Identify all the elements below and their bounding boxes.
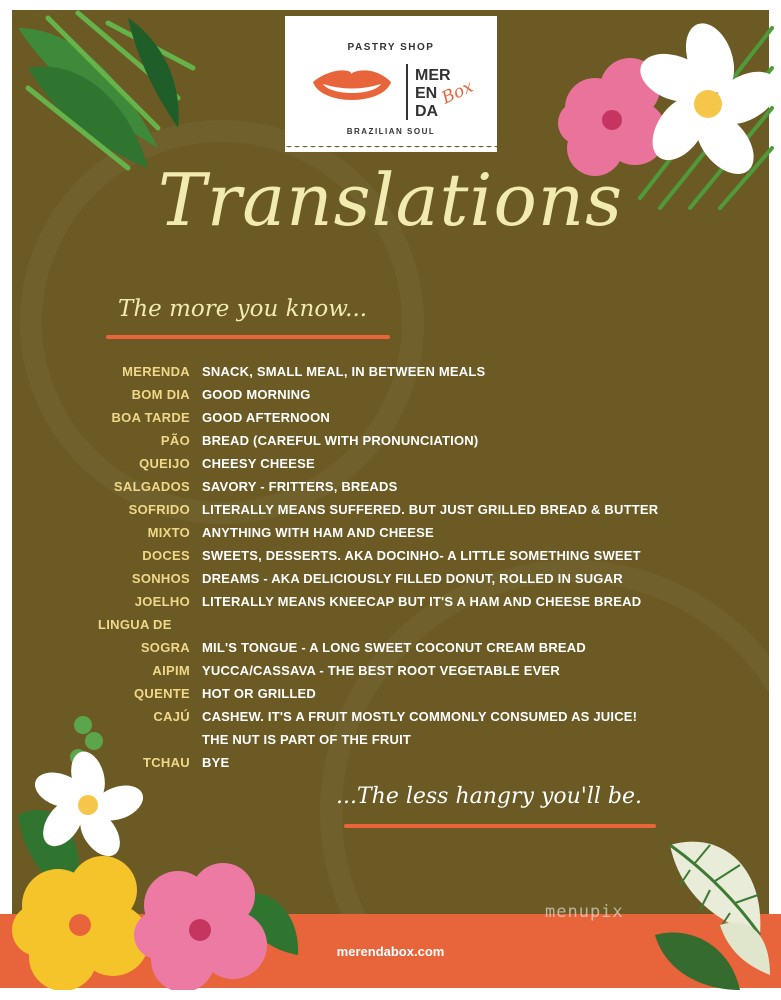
glossary-row <box>0 479 781 501</box>
logo-brand-line3: DA <box>415 103 439 120</box>
watermark: menupix <box>545 902 624 922</box>
glossary-term: TCHAU <box>143 755 190 770</box>
glossary-term: QUEIJO <box>139 456 190 471</box>
glossary-term: BOM DIA <box>131 387 190 402</box>
glossary-term: JOELHO <box>134 594 190 609</box>
glossary-term: CAJÚ <box>153 709 190 724</box>
glossary-term: DOCES <box>142 548 190 563</box>
glossary-definition: SWEETS, DESSERTS. AKA DOCINHO- A LITTLE SOMETHING SWEET <box>202 548 641 563</box>
hibiscus-plumeria-flowers-icon <box>8 705 308 990</box>
page-title: Translations <box>157 158 624 242</box>
logo-brand-line2: EN <box>415 85 438 102</box>
glossary-row <box>0 594 781 616</box>
logo-brand-line1: MER <box>415 67 451 84</box>
glossary-term: LINGUA DE <box>98 617 172 632</box>
glossary-definition: DREAMS - AKA DELICIOUSLY FILLED DONUT, ROLLED IN SUGAR <box>202 571 623 586</box>
glossary-definition: CASHEW. IT'S A FRUIT MOSTLY COMMONLY CONSUMED AS JUICE! <box>202 709 638 724</box>
glossary-definition: HOT OR GRILLED <box>202 686 317 701</box>
glossary-row <box>0 617 781 639</box>
glossary-definition: THE NUT IS PART OF THE FRUIT <box>202 732 412 747</box>
logo-card-serrated-edge <box>285 144 497 152</box>
glossary-definition: CHEESY CHEESE <box>202 456 315 471</box>
glossary-row <box>0 364 781 386</box>
glossary-term: SOFRIDO <box>128 502 190 517</box>
glossary-definition: MIL'S TONGUE - A LONG SWEET COCONUT CREAM BREAD <box>202 640 586 655</box>
tropical-leaves-icon <box>8 8 198 178</box>
glossary-term: AIPIM <box>152 663 190 678</box>
glossary-definition: SNACK, SMALL MEAL, IN BETWEEN MEALS <box>202 364 486 379</box>
subtitle-underline <box>106 335 390 339</box>
glossary-row <box>0 525 781 547</box>
logo-card <box>285 16 497 146</box>
logo-tagline-top: PASTRY SHOP <box>347 42 435 53</box>
glossary-term: SOGRA <box>140 640 190 655</box>
glossary-row <box>0 410 781 432</box>
glossary-definition: ANYTHING WITH HAM AND CHEESE <box>202 525 434 540</box>
glossary-term: BOA TARDE <box>111 410 190 425</box>
glossary-definition: GOOD AFTERNOON <box>202 410 330 425</box>
glossary-row <box>0 640 781 662</box>
glossary-row <box>0 502 781 524</box>
footer-url[interactable]: merendabox.com <box>336 944 445 959</box>
glossary-term: MIXTO <box>147 525 190 540</box>
glossary-definition: LITERALLY MEANS SUFFERED. BUT JUST GRILLED BREAD & BUTTER <box>202 502 659 517</box>
glossary-definition: LITERALLY MEANS KNEECAP BUT IT'S A HAM AND CHEESE BREAD <box>202 594 642 609</box>
glossary-term: SALGADOS <box>113 479 190 494</box>
glossary-term: PÃO <box>160 433 190 448</box>
glossary-definition: BYE <box>202 755 230 770</box>
smiling-lips-icon <box>303 60 483 124</box>
logo-tagline-bottom: BRAZILIAN SOUL <box>346 127 436 136</box>
glossary-definition: YUCCA/CASSAVA - THE BEST ROOT VEGETABLE EVER <box>202 663 560 678</box>
glossary-row <box>0 433 781 455</box>
logo-brand-script: Box <box>438 76 477 109</box>
glossary-term: SONHOS <box>131 571 190 586</box>
glossary-term: QUENTE <box>134 686 190 701</box>
glossary-definition: BREAD (CAREFUL WITH PRONUNCIATION) <box>202 433 479 448</box>
glossary-row <box>0 548 781 570</box>
tropical-leaves-icon <box>650 825 772 990</box>
subtitle: The more you know... <box>118 296 368 322</box>
glossary-row <box>0 456 781 478</box>
glossary-row <box>0 571 781 593</box>
glossary-definition: SAVORY - FRITTERS, BREADS <box>202 479 398 494</box>
closing-line: ...The less hangry you'll be. <box>336 784 642 809</box>
glossary-row <box>0 387 781 409</box>
glossary-term: MERENDA <box>122 364 190 379</box>
glossary-definition: GOOD MORNING <box>202 387 311 402</box>
glossary-row <box>0 663 781 685</box>
closing-underline <box>344 824 656 828</box>
